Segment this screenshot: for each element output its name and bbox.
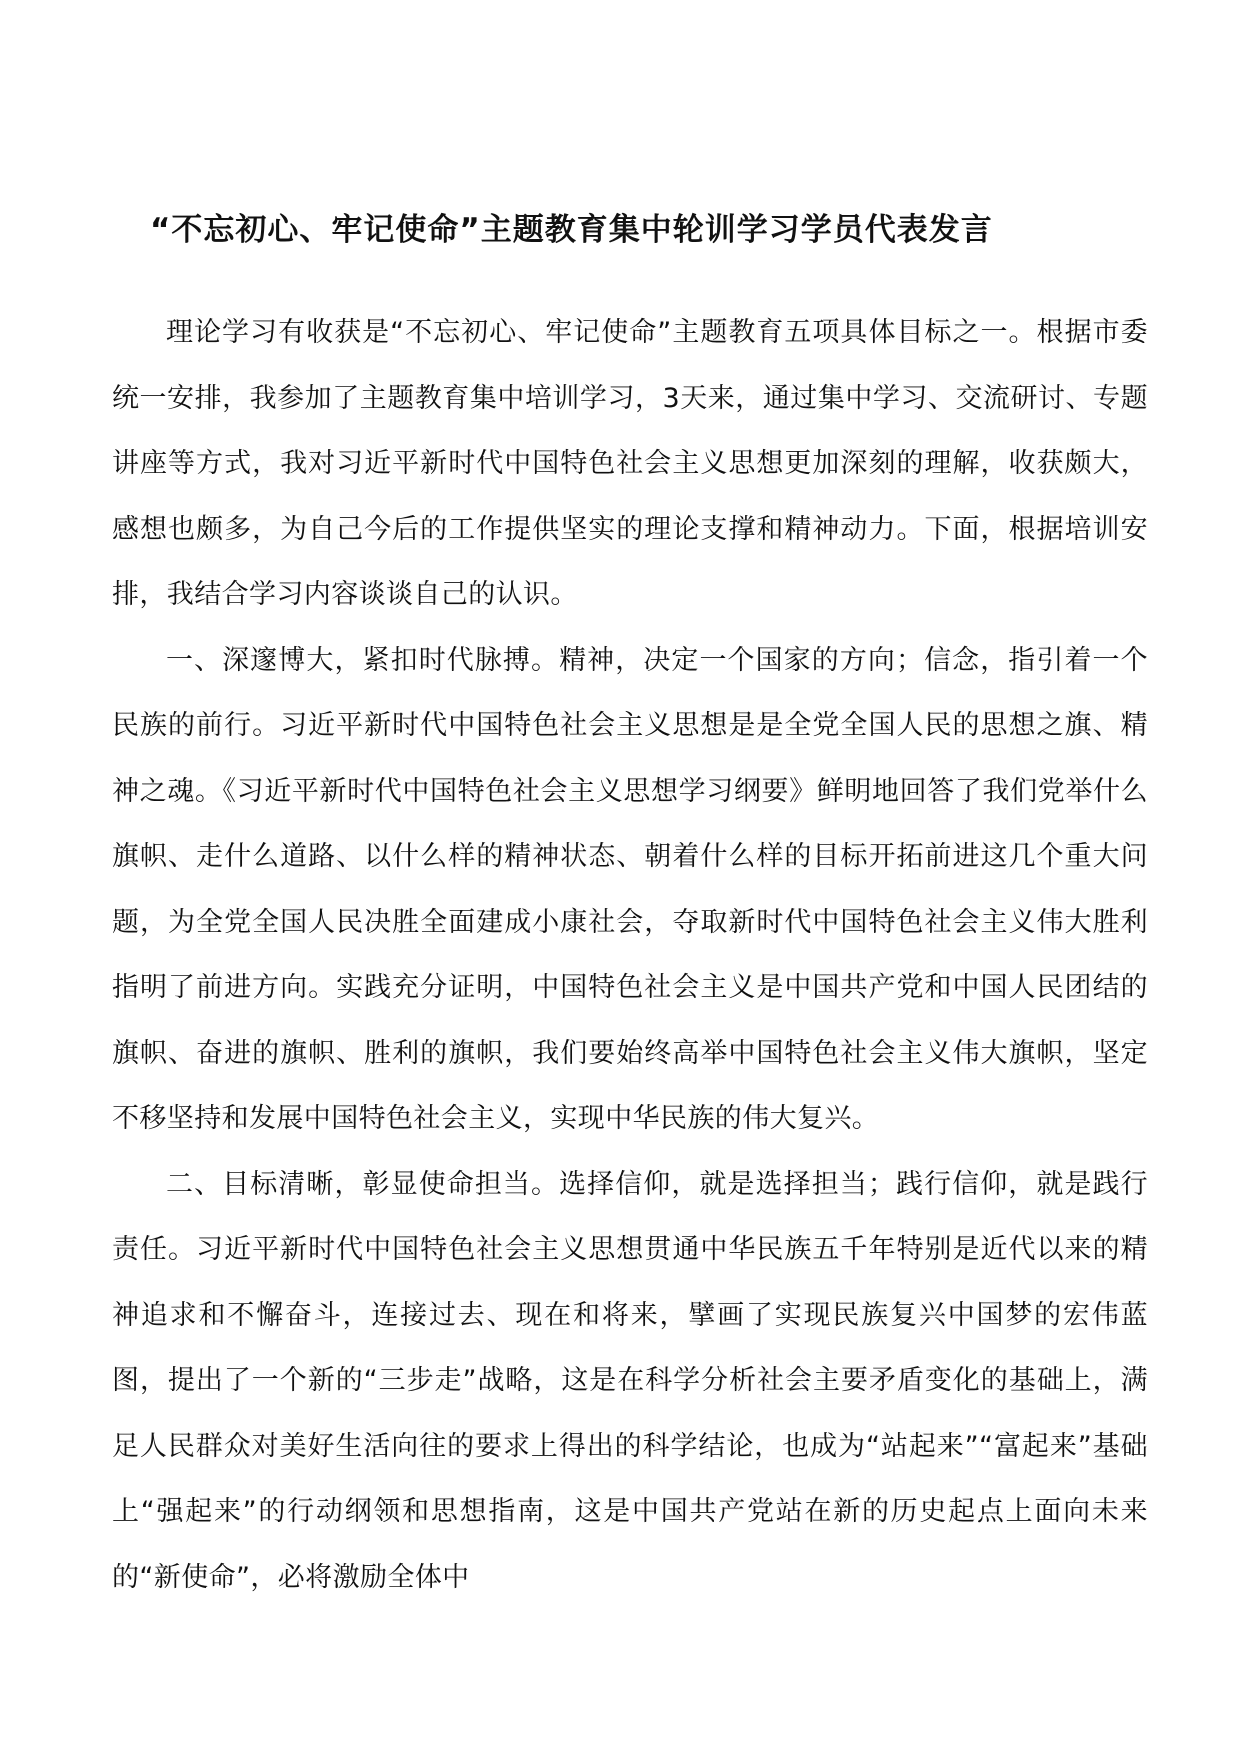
document-body — [112, 300, 1148, 1610]
document-title: “不忘初心、牢记使命”主题教育集中轮训学习学员代表发言 — [150, 212, 993, 248]
paragraph-section-two: 二、目标清晰，彰显使命担当。选择信仰，就是选择担当；践行信仰，就是践行责任。习近平新时代中国特色社会主义思想贯通中华民族五千年特别是近代以来的精神追求和不懈奋斗，连接过去、现在和将来，擘画了实现民族复兴中国梦的宏伟蓝图，提出了一个新的“三步走”战略，这是在科学分析社会主要矛盾变化的基础上，满足人民群众对美好生活向往的要求上得出的科学结论，也成为“站起来”“富起来”基础上“强起来”的行动纲领和思想指南，这是中国共产党站在新的历史起点上面向未来的“新使命”，必将激励全体中 — [112, 1168, 1148, 1593]
paragraph-section-one: 一、深邃博大，紧扣时代脉搏。精神，决定一个国家的方向；信念，指引着一个民族的前行。习近平新时代中国特色社会主义思想是是全党全国人民的思想之旗、精神之魂。《习近平新时代中国特色社会主义思想学习纲要》鲜明地回答了我们党举什么旗帜、走什么道路、以什么样的精神状态、朝着什么样的目标开拓前进这几个重大问题，为全党全国人民决胜全面建成小康社会，夺取新时代中国特色社会主义伟大胜利指明了前进方向。实践充分证明，中国特色社会主义是中国共产党和中国人民团结的旗帜、奋进的旗帜、胜利的旗帜，我们要始终高举中国特色社会主义伟大旗帜，坚定不移坚持和发展中国特色社会主义，实现中华民族的伟大复兴。 — [112, 644, 1148, 1134]
paragraph-intro: 理论学习有收获是“不忘初心、牢记使命”主题教育五项具体目标之一。根据市委统一安排，我参加了主题教育集中培训学习，3天来，通过集中学习、交流研讨、专题讲座等方式，我对习近平新时代中国特色社会主义思想更加深刻的理解，收获颇大，感想也颇多，为自己今后的工作提供坚实的理论支撑和精神动力。下面，根据培训安排，我结合学习内容谈谈自己的认识。 — [112, 317, 1148, 610]
